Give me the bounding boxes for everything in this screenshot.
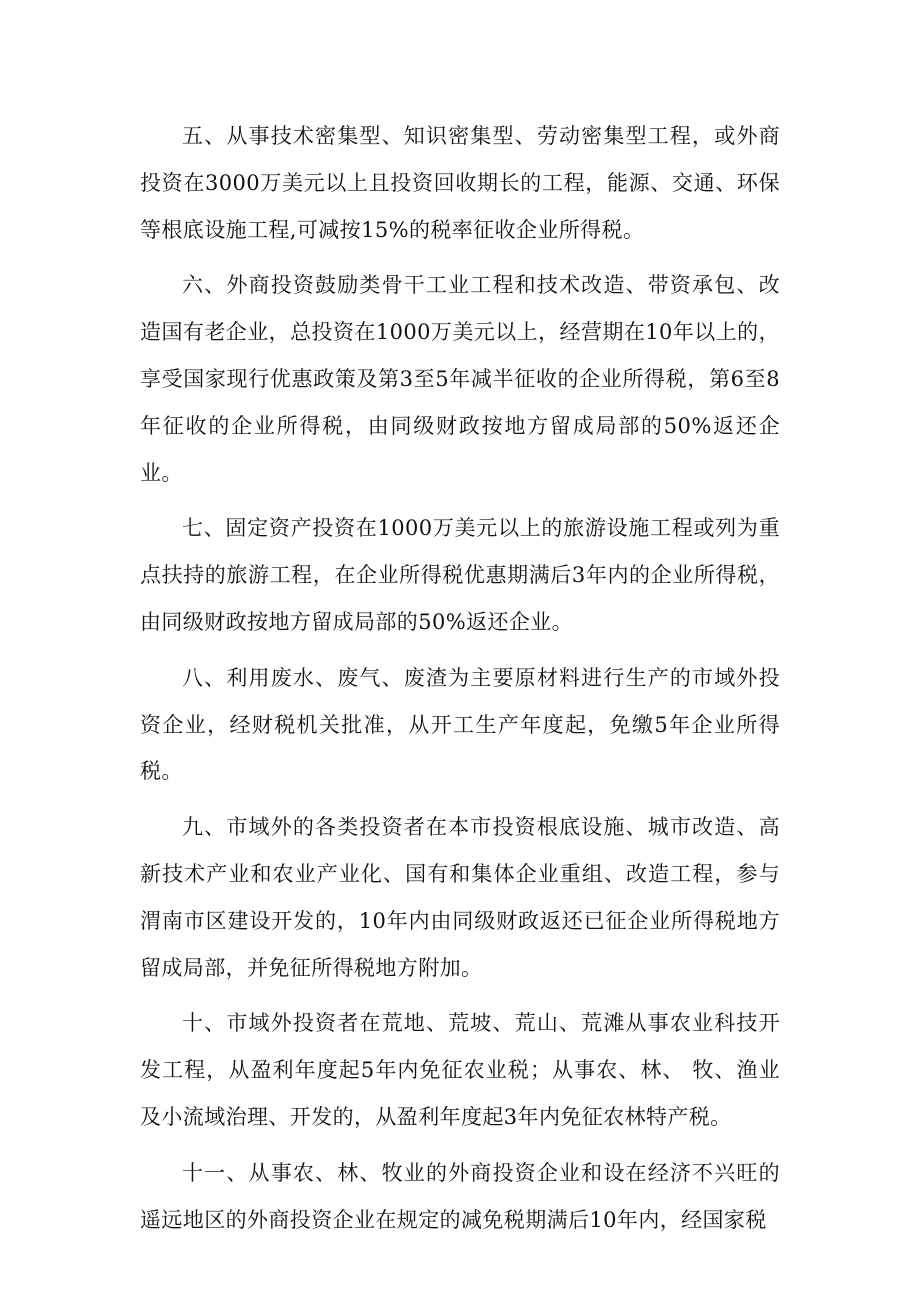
paragraph-11: 十一、从事农、林、牧业的外商投资企业和设在经济不兴旺的遥远地区的外商投资企业在规定的减免税期满后10年内，经国家税	[140, 1160, 780, 1232]
document-body	[140, 113, 780, 1252]
paragraph-5: 五、从事技术密集型、知识密集型、劳动密集型工程，或外商投资在3000万美元以上且投资回收期长的工程，能源、交通、环保等根底设施工程,可减按15%的税率征收企业所得税。	[140, 124, 780, 242]
paragraph-8: 八、利用废水、废气、废渣为主要原材料进行生产的市域外投资企业，经财税机关批准，从开工生产年度起，免缴5年企业所得税。	[140, 665, 780, 784]
paragraph-6: 六、外商投资鼓励类骨干工业工程和技术改造、带资承包、改造国有老企业，总投资在1000万美元以上，经营期在10年以上的，享受国家现行优惠政策及第3至5年减半征收的企业所得税，第6至8年征收的企业所得税，由同级财政按地方留成局部的50%返还企业。	[140, 273, 780, 485]
paragraph-10: 十、市域外投资者在荒地、荒坡、荒山、荒滩从事农业科技开发工程，从盈利年度起5年内免征农业税；从事农、林、 牧、渔业及小流域治理、开发的，从盈利年度起3年内免征农林特产税。	[140, 1011, 780, 1129]
paragraph-9: 九、市域外的各类投资者在本市投资根底设施、城市改造、高新技术产业和农业产业化、国有和集体企业重组、改造工程，参与渭南市区建设开发的，10年内由同级财政返还已征企业所得税地方留成局部，并免征所得税地方附加。	[140, 815, 780, 980]
paragraph-7: 七、固定资产投资在1000万美元以上的旅游设施工程或列为重点扶持的旅游工程，在企业所得税优惠期满后3年内的企业所得税，由同级财政按地方留成局部的50%返还企业。	[140, 516, 780, 634]
